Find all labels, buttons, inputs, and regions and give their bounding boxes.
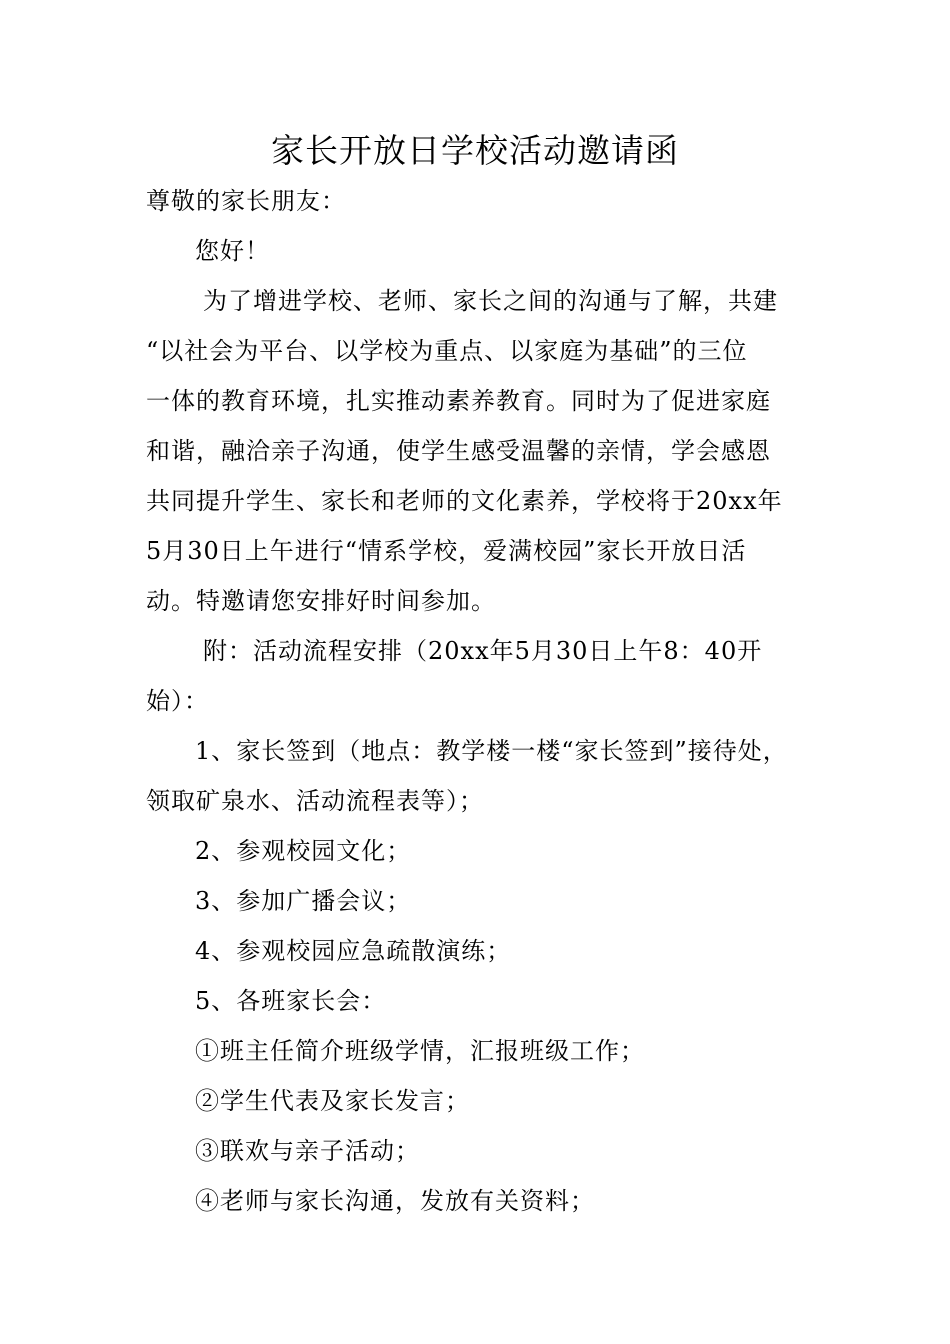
greeting: 您好！ xyxy=(195,237,270,265)
paragraph-line: 和谐，融洽亲子沟通，使学生感受温馨的亲情，学会感恩 xyxy=(146,437,771,465)
paragraph-line: “以社会为平台、以学校为重点、以家庭为基础”的三位 xyxy=(146,337,748,365)
schedule-heading-line: 始）： xyxy=(146,687,209,715)
schedule-heading-line: 附：活动流程安排（20xx年5月30日上午8：40开 xyxy=(203,637,763,665)
paragraph-line: 动。特邀请您安排好时间参加。 xyxy=(146,587,496,615)
paragraph-line: 5月30日上午进行“情系学校，爱满校园”家长开放日活 xyxy=(146,537,747,565)
schedule-item-3: 3、参加广播会议； xyxy=(195,887,412,915)
document-title: 家长开放日学校活动邀请函 xyxy=(271,131,679,170)
paragraph-line: 共同提升学生、家长和老师的文化素养，学校将于20xx年 xyxy=(146,487,783,515)
sub-item-2: ②学生代表及家长发言； xyxy=(195,1087,470,1115)
sub-item-1: ①班主任简介班级学情，汇报班级工作； xyxy=(195,1037,645,1065)
paragraph-line: 为了增进学校、老师、家长之间的沟通与了解，共建 xyxy=(203,287,778,315)
paragraph-line: 一体的教育环境，扎实推动素养教育。同时为了促进家庭 xyxy=(146,387,771,415)
schedule-item-2: 2、参观校园文化； xyxy=(195,837,412,865)
schedule-item-1: 1、家长签到（地点：教学楼一楼“家长签到”接待处， xyxy=(195,737,788,765)
schedule-item-4: 4、参观校园应急疏散演练； xyxy=(195,937,512,965)
sub-item-3: ③联欢与亲子活动； xyxy=(195,1137,420,1165)
sub-item-4: ④老师与家长沟通，发放有关资料； xyxy=(195,1187,595,1215)
schedule-item-5: 5、各班家长会： xyxy=(195,987,387,1015)
salutation: 尊敬的家长朋友： xyxy=(146,187,346,215)
schedule-item-1-continued: 领取矿泉水、活动流程表等）； xyxy=(146,787,484,815)
document-body xyxy=(146,176,816,1226)
